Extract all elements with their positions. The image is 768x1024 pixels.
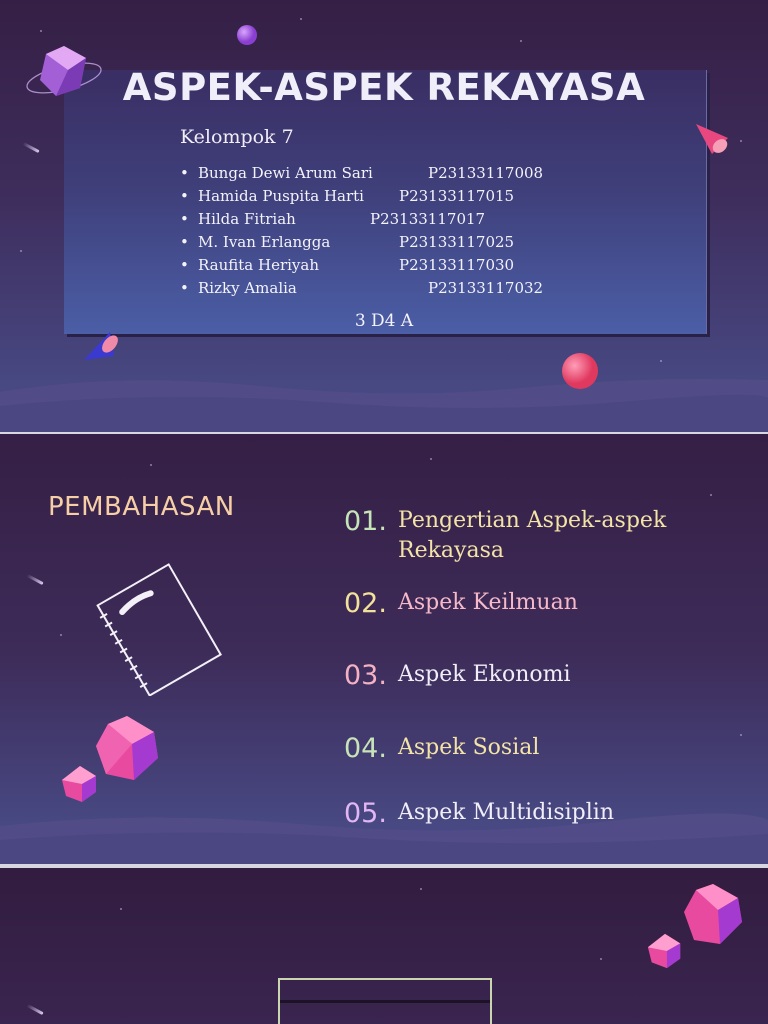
class-label: 3 D4 A — [354, 311, 414, 331]
star — [420, 888, 422, 890]
star — [120, 908, 122, 910]
member-item — [180, 209, 486, 232]
notebook-icon — [88, 556, 228, 696]
title-card — [64, 70, 707, 334]
member-nim: P23133117008 — [428, 164, 544, 182]
member-name: M. Ivan Erlangga — [198, 233, 331, 251]
star — [740, 734, 742, 736]
star — [20, 250, 22, 252]
member-name: Raufita Heriyah — [198, 256, 319, 274]
star — [300, 18, 302, 20]
cone-icon — [80, 326, 122, 366]
member-item — [180, 255, 515, 278]
member-nim: P23133117025 — [399, 233, 515, 251]
cone-icon — [692, 120, 732, 160]
agenda-text: Aspek Keilmuan — [398, 590, 578, 615]
agenda-number: 03. — [344, 660, 387, 691]
star — [430, 458, 432, 460]
sphere-icon — [560, 352, 600, 392]
agenda-number: 02. — [344, 588, 387, 619]
slide-agenda[interactable] — [0, 434, 768, 864]
agenda-text: Aspek Ekonomi — [398, 662, 571, 687]
shooting-star — [22, 142, 39, 153]
agenda-heading: PEMBAHASAN — [48, 492, 235, 522]
agenda-text: Aspek Sosial — [398, 735, 540, 760]
slide-content[interactable] — [0, 868, 768, 1024]
star — [600, 958, 602, 960]
star — [150, 464, 152, 466]
member-name: Hamida Puspita Harti — [198, 187, 364, 205]
member-name: Hilda Fitriah — [198, 210, 296, 228]
member-name: Bunga Dewi Arum Sari — [198, 164, 373, 182]
member-name: Rizky Amalia — [198, 279, 297, 297]
member-list — [180, 163, 544, 301]
agenda-text: Aspek Multidisiplin — [398, 800, 614, 825]
content-frame — [278, 978, 492, 1024]
slide-title[interactable] — [0, 0, 768, 432]
shooting-star — [26, 574, 43, 585]
frame-divider — [280, 1000, 490, 1003]
gem-icon — [92, 714, 162, 784]
member-nim: P23133117015 — [399, 187, 515, 205]
gem-icon — [646, 932, 684, 970]
star — [710, 494, 712, 496]
group-label: Kelompok 7 — [180, 126, 294, 148]
agenda-number: 04. — [344, 733, 387, 764]
member-item — [180, 232, 515, 255]
cube-icon — [24, 40, 104, 112]
star — [40, 30, 42, 32]
member-nim: P23133117032 — [428, 279, 544, 297]
member-item — [180, 278, 544, 301]
gem-icon — [680, 882, 746, 948]
agenda-text: Pengertian Aspek-aspek Rekayasa — [398, 508, 667, 563]
shooting-star — [26, 1004, 43, 1015]
small-sphere-icon — [236, 24, 258, 46]
member-item — [180, 186, 515, 209]
presentation-title: ASPEK-ASPEK REKAYASA — [122, 66, 646, 109]
member-nim: P23133117030 — [399, 256, 515, 274]
gem-icon — [60, 764, 100, 804]
member-item — [180, 163, 544, 186]
star — [520, 40, 522, 42]
star — [740, 140, 742, 142]
star — [60, 634, 62, 636]
member-nim: P23133117017 — [370, 210, 486, 228]
star — [660, 360, 662, 362]
agenda-number: 05. — [344, 798, 387, 829]
agenda-number: 01. — [344, 506, 387, 537]
wave-decoration — [0, 372, 768, 432]
